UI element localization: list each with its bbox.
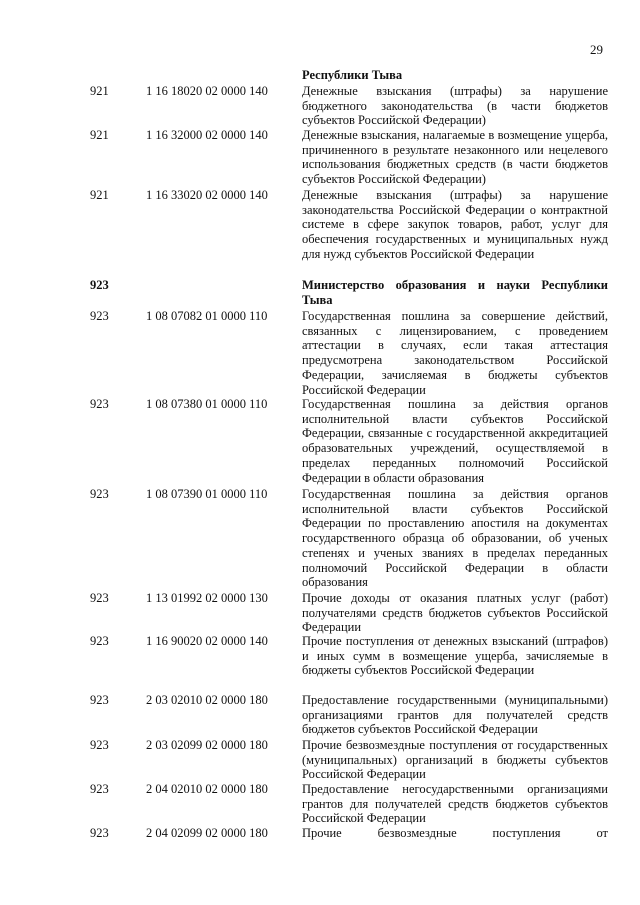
admin-code: 923 [90, 591, 109, 605]
budget-code: 1 16 90020 02 0000 140 [146, 634, 268, 648]
budget-code: 1 08 07082 01 0000 110 [146, 309, 268, 323]
admin-code: 923 [90, 397, 109, 411]
admin-code: 921 [90, 188, 109, 202]
admin-code: 923 [90, 693, 109, 707]
income-description: Предоставление государственными (муниципальными) организациями грантов для получателей средств бюджетов субъектов Российской Федерации [302, 693, 608, 737]
ministry-heading: Министерство образования и науки Республики Тыва [302, 278, 608, 307]
budget-code: 2 04 02010 02 0000 180 [146, 782, 268, 796]
budget-code: 2 03 02010 02 0000 180 [146, 693, 268, 707]
budget-code: 1 16 33020 02 0000 140 [146, 188, 268, 202]
admin-code: 921 [90, 84, 109, 98]
budget-code: 1 08 07390 01 0000 110 [146, 487, 268, 501]
budget-code: 2 04 02099 02 0000 180 [146, 826, 268, 840]
admin-code: 923 [90, 634, 109, 648]
income-description: Прочие безвозмездные поступления от государственных (муниципальных) организаций в бюджеты субъектов Российской Федерации [302, 738, 608, 782]
budget-code: 1 16 18020 02 0000 140 [146, 84, 268, 98]
admin-code: 921 [90, 128, 109, 142]
admin-code: 923 [90, 782, 109, 796]
income-description: Государственная пошлина за совершение действий, связанных с лицензированием, с проведением аттестации в случаях, если такая аттестация предусмотрена законодательством Российской Федерации, зачисляемая в бюджеты субъектов Российской Федерации [302, 309, 608, 397]
income-description: Предоставление негосударственными организациями грантов для получателей средств бюджетов субъектов Российской Федерации [302, 782, 608, 826]
budget-code: 1 08 07380 01 0000 110 [146, 397, 268, 411]
budget-code: 1 13 01992 02 0000 130 [146, 591, 268, 605]
income-description: Денежные взыскания (штрафы) за нарушение законодательства Российской Федерации о контрактной системе в сфере закупок товаров, работ, услуг для обеспечения государственных и муниципальных нужд для нужд субъектов Российской Федерации [302, 188, 608, 261]
income-description: Прочие поступления от денежных взысканий (штрафов) и иных сумм в возмещение ущерба, зачисляемые в бюджеты субъектов Российской Федерации [302, 634, 608, 678]
admin-code: 923 [90, 309, 109, 323]
income-description: Прочие доходы от оказания платных услуг (работ) получателями средств бюджетов субъектов Российской Федерации [302, 591, 608, 635]
admin-code: 923 [90, 278, 109, 292]
income-description: Денежные взыскания (штрафы) за нарушение бюджетного законодательства (в части бюджетов субъектов Российской Федерации) [302, 84, 608, 128]
budget-code: 1 16 32000 02 0000 140 [146, 128, 268, 142]
budget-code: 2 03 02099 02 0000 180 [146, 738, 268, 752]
admin-code: 923 [90, 487, 109, 501]
admin-code: 923 [90, 738, 109, 752]
page-number: 29 [590, 42, 603, 57]
income-description: Прочие безвозмездные поступления от [302, 826, 608, 840]
income-description: Государственная пошлина за действия органов исполнительной власти субъектов Российской Федерации по проставлению апостиля на документах государственного образца об образовании, об ученых степенях и ученых званиях в пределах переданных полномочий Российской Федерации в области образования [302, 487, 608, 590]
admin-code: 923 [90, 826, 109, 840]
income-description: Государственная пошлина за действия органов исполнительной власти субъектов Российской Федерации, связанные с государственной аккредитацией образовательных учреждений, осуществляемой в пределах переданных полномочий Российской Федерации в области образования [302, 397, 608, 485]
income-description: Денежные взыскания, налагаемые в возмещение ущерба, причиненного в результате незаконного или нецелевого использования бюджетных средств (в части бюджетов субъектов Российской Федерации) [302, 128, 608, 187]
continuation-title: Республики Тыва [302, 68, 403, 82]
